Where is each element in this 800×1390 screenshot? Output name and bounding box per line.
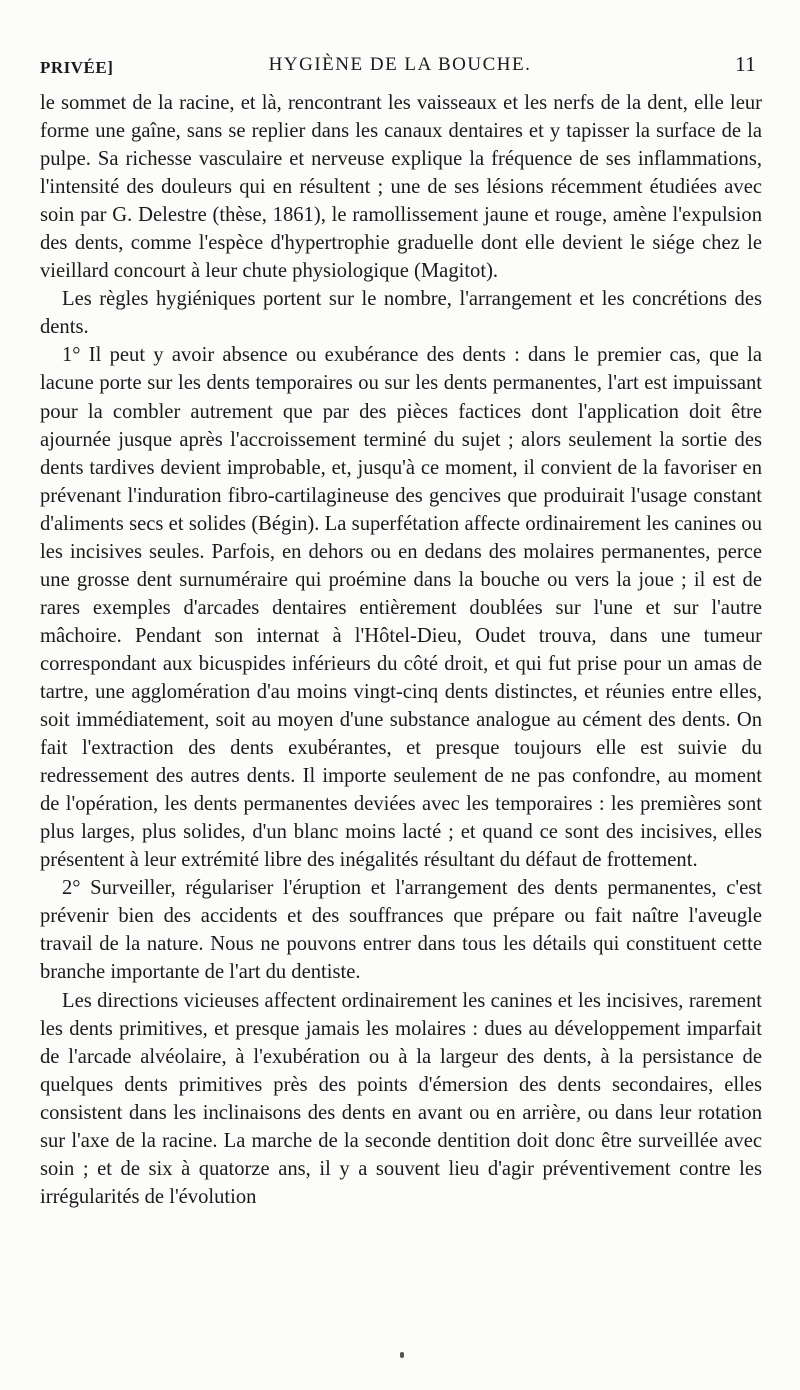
page-number: 11 xyxy=(735,52,756,76)
running-head-section: PRIVÉE] xyxy=(40,58,114,77)
body-text xyxy=(40,89,762,1211)
ink-speck xyxy=(400,1352,404,1358)
running-head-title: HYGIÈNE DE LA BOUCHE. xyxy=(268,54,532,75)
paragraph-continuation: le sommet de la racine, et là, rencontrant les vaisseaux et les nerfs de la dent, elle leur forme une gaîne, sans se replier dans les canaux dentaires et y tapisser la surface de la pulpe. Sa richesse vasculaire et nerveuse explique la fréquence de ses inflammations, l'intensité des douleurs qui en résultent ; une de ses lésions récemment étudiées avec soin par G. Delestre (thèse, 1861), le ramollissement jaune et rouge, amène l'expulsion des dents, comme l'espèce d'hypertrophie graduelle dont elle devient le siége chez le vieillard concourt à leur chute physiologique (Magitot). xyxy=(40,92,762,283)
paragraph-vicious-directions: Les directions vicieuses affectent ordinairement les canines et les incisives, rarement les dents primitives, et presque jamais les molaires : dues au développement imparfait de l'arcade alvéolaire, à l'exubération ou à la largeur des dents, à la persistance de quelques dents primitives près des points d'émersion des dents secondaires, elles consistent dans les inclinaisons des dents en avant ou en arrière, ou dans leur rotation sur l'axe de la racine. La marche de la seconde dentition doit donc être surveillée avec soin ; et de six à quatorze ans, il y a souvent lieu d'agir préventivement contre les irrégularités de l'évolution xyxy=(40,989,762,1208)
paragraph-absence-exuberance: 1° Il peut y avoir absence ou exubérance des dents : dans le premier cas, que la lacune porte sur les dents temporaires ou sur les dents permanentes, l'art est impuissant pour la combler autrement que par des pièces factices dont l'application doit être ajournée jusque après l'accroissement terminé du sujet ; alors seulement la sortie des dents tardives devient improbable, et, jusqu'à ce moment, il convient de la favoriser en prévenant l'induration fibro-cartilagineuse des gencives que produirait l'usage constant d'aliments secs et solides (Bégin). La superfétation affecte ordinairement les canines ou les incisives seules. Parfois, en dehors ou en dedans des molaires permanentes, perce une grosse dent surnuméraire qui proémine dans la bouche ou vers la joue ; il est de rares exemples d'arcades dentaires entièrement doublées sur l'une et sur l'autre mâchoire. Pendant son internat à l'Hôtel-Dieu, Oudet trouva, dans une tumeur correspondant aux bicuspides inférieurs du côté droit, et qui fut prise pour un amas de tartre, une agglomération d'au moins vingt-cinq dents distinctes, et réunies entre elles, soit immédiatement, soit au moyen d'une substance analogue au cément des dents. On fait l'extraction des dents exubérantes, et presque toujours elle est suivie du redressement des autres dents. Il importe seulement de ne pas confondre, au moment de l'opération, les dents permanentes deviées avec les temporaires : les premières sont plus larges, plus solides, d'un blanc moins lacté ; et quand ce sont des incisives, elles présentent à leur extrémité libre des inégalités résultant du défaut de frottement. xyxy=(40,344,762,872)
paragraph-eruption: 2° Surveiller, régulariser l'éruption et l'arrangement des dents permanentes, c'est prévenir bien des accidents et des souffrances que prépare ou fait naître l'aveugle travail de la nature. Nous ne pouvons entrer dans tous les détails qui constituent cette branche importante de l'art du dentiste. xyxy=(40,877,762,984)
running-head xyxy=(40,52,760,82)
paragraph-hygiene-rules: Les règles hygiéniques portent sur le nombre, l'arrangement et les concrétions des dents. xyxy=(40,288,762,339)
